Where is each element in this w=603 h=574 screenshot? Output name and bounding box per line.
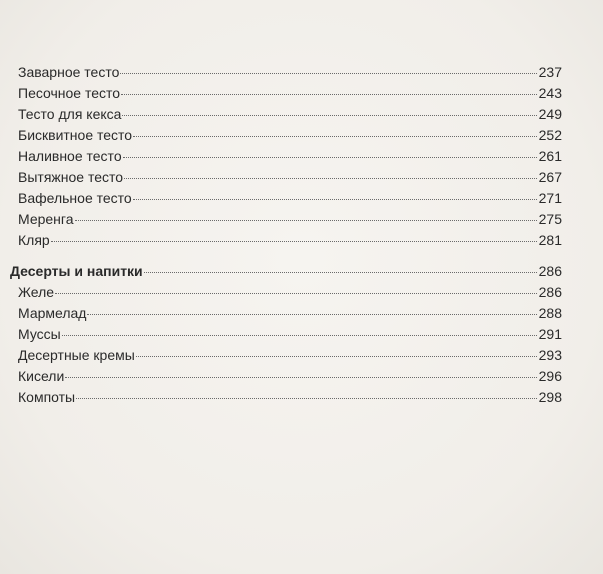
toc-entry-title: Кляр: [18, 232, 50, 248]
toc-entry[interactable]: [10, 324, 562, 345]
toc-entry-page: 298: [538, 389, 562, 405]
toc-entry-page: 237: [538, 64, 562, 80]
toc-section-page: 286: [538, 263, 562, 279]
toc-entry[interactable]: [10, 345, 562, 366]
toc-entry[interactable]: [10, 125, 562, 146]
dot-leader: [133, 199, 537, 200]
toc-entry-page: 296: [538, 368, 562, 384]
toc-entry-title: Компоты: [18, 389, 76, 405]
toc-entry-page: 271: [538, 190, 562, 206]
dot-leader: [124, 178, 537, 179]
table-of-contents: [10, 62, 562, 408]
dot-leader: [76, 398, 537, 399]
toc-section-heading[interactable]: [10, 261, 562, 282]
toc-entry-title: Заварное тесто: [18, 64, 120, 80]
toc-entry[interactable]: [10, 83, 562, 104]
toc-entry-page: 288: [538, 305, 562, 321]
toc-section-title: Десерты и напитки: [10, 263, 143, 279]
dot-leader: [65, 377, 536, 378]
toc-entry-title: Десертные кремы: [18, 347, 135, 363]
dot-leader: [133, 136, 537, 137]
toc-entry-title: Вафельное тесто: [18, 190, 132, 206]
toc-entry-title: Бисквитное тесто: [18, 127, 133, 143]
toc-entry[interactable]: [10, 167, 562, 188]
dot-leader: [122, 115, 536, 116]
toc-entry[interactable]: [10, 62, 562, 83]
toc-entry-title: Тесто для кекса: [18, 106, 122, 122]
toc-entry-page: 267: [538, 169, 562, 185]
toc-entry[interactable]: [10, 104, 562, 125]
section-gap: [10, 251, 562, 261]
dot-leader: [123, 157, 537, 158]
dot-leader: [144, 272, 537, 273]
toc-entry-title: Мармелад: [18, 305, 87, 321]
dot-leader: [120, 73, 536, 74]
dot-leader: [75, 220, 537, 221]
toc-entry-title: Песочное тесто: [18, 85, 121, 101]
toc-entry[interactable]: [10, 387, 562, 408]
dot-leader: [87, 314, 536, 315]
dot-leader: [62, 335, 537, 336]
toc-entry-page: 275: [538, 211, 562, 227]
toc-entry[interactable]: [10, 188, 562, 209]
toc-entry[interactable]: [10, 282, 562, 303]
dot-leader: [55, 293, 537, 294]
toc-entry-title: Желе: [18, 284, 55, 300]
toc-entry[interactable]: [10, 303, 562, 324]
toc-entry-title: Вытяжное тесто: [18, 169, 124, 185]
toc-entry-title: Меренга: [18, 211, 74, 227]
toc-entry-title: Муссы: [18, 326, 61, 342]
toc-entry-title: Наливное тесто: [18, 148, 122, 164]
toc-entry[interactable]: [10, 146, 562, 167]
toc-entry[interactable]: [10, 230, 562, 251]
toc-entry-title: Кисели: [18, 368, 65, 384]
toc-entry[interactable]: [10, 209, 562, 230]
toc-entry-page: 249: [538, 106, 562, 122]
toc-entry-page: 243: [538, 85, 562, 101]
toc-entry-page: 261: [538, 148, 562, 164]
dot-leader: [51, 241, 537, 242]
toc-entry-page: 286: [538, 284, 562, 300]
dot-leader: [121, 94, 537, 95]
toc-entry-page: 291: [538, 326, 562, 342]
toc-entry-page: 293: [538, 347, 562, 363]
toc-entry-page: 281: [538, 232, 562, 248]
dot-leader: [136, 356, 537, 357]
toc-entry[interactable]: [10, 366, 562, 387]
toc-entry-page: 252: [538, 127, 562, 143]
